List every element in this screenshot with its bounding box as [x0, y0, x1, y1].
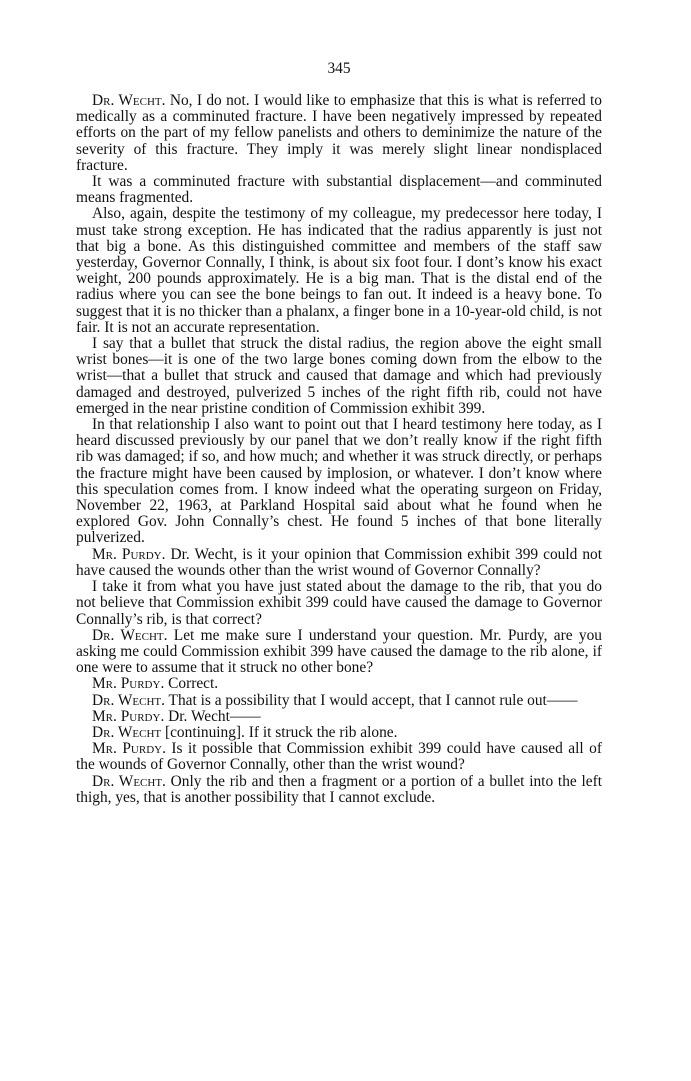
- speaker-name: Mr. Purdy.: [92, 675, 165, 693]
- paragraph: [76, 676, 602, 692]
- paragraph-text: In that relationship I also want to point out that I heard testimony here today, as I heard discussed previously by our panel that we don’t really know if the right fifth rib was damaged; if so, and how much; and whether it was struck directly, or perhaps the fracture might have been caused by implosion, or whatever. I don’t know where this speculation comes from. I know indeed what the operating surgeon on Friday, November 22, 1963, at Parkland Hospital said about what he found when he explored Gov. John Connally’s chest. He found 5 inches of that bone literally pulverized.: [76, 416, 602, 547]
- paragraph-text: That is a possibility that I would accept, that I cannot rule out——: [164, 691, 578, 709]
- paragraph-text: Let me make sure I understand your question. Mr. Purdy, are you asking me could Commission exhibit 399 have caused the damage to the rib alone, if one were to assume that it struck no other bone?: [76, 626, 603, 677]
- speaker-name: Dr. Wecht.: [92, 626, 168, 644]
- paragraph: [76, 709, 602, 725]
- speaker-name: Dr. Wecht.: [92, 691, 165, 709]
- speaker-name: Mr. Purdy.: [92, 740, 166, 758]
- document-page: [76, 60, 602, 806]
- paragraph-text: Dr. Wecht——: [164, 707, 261, 725]
- paragraph: [76, 417, 602, 547]
- paragraph-text: It was a comminuted fracture with substantial displacement—and comminuted means fragmented.: [76, 173, 602, 207]
- paragraph: [76, 741, 602, 773]
- paragraph: [76, 628, 602, 677]
- paragraph-text: Is it possible that Commission exhibit 399 could have caused all of the wounds of Governor Connally, other than the wrist wound?: [76, 740, 602, 774]
- paragraph: [76, 693, 602, 709]
- speaker-name: Dr. Wecht.: [92, 772, 166, 790]
- paragraph: [76, 336, 602, 417]
- paragraph: [76, 206, 602, 336]
- paragraph: [76, 774, 602, 806]
- speaker-name: Dr. Wecht.: [92, 92, 166, 109]
- paragraph: [76, 174, 602, 206]
- paragraph: [76, 547, 602, 579]
- paragraph: [76, 93, 602, 174]
- paragraph-text: [continuing]. If it struck the rib alone.: [161, 723, 398, 741]
- paragraph-text: No, I do not. I would like to emphasize that this is what is referred to medically as a comminuted fracture. I have been negatively impressed by repeated efforts on the part of my fellow panelists and others to deminimize the nature of the severity of this fracture. They imply it was merely slight linear nondisplaced fracture.: [76, 92, 602, 174]
- paragraph: [76, 579, 602, 628]
- paragraph-text: Dr. Wecht, is it your opinion that Commission exhibit 399 could not have caused the wounds other than the wrist wound of Governor Connally?: [76, 545, 603, 579]
- paragraph-text: I take it from what you have just stated about the damage to the rib, that you do not believe that Commission exhibit 399 could have caused the damage to Governor Connally’s rib, is that correct?: [76, 578, 602, 628]
- speaker-name: Mr. Purdy.: [92, 707, 165, 725]
- paragraph: [76, 725, 602, 741]
- paragraph-text: Only the rib and then a fragment or a portion of a bullet into the left thigh, yes, that is another possibility that I cannot exclude.: [76, 772, 602, 806]
- paragraph-text: Correct.: [164, 675, 219, 693]
- speaker-name: Dr. Wecht: [92, 723, 162, 741]
- paragraph-text: Also, again, despite the testimony of my colleague, my predecessor here today, I must take strong exception. He has indicated that the radius apparently is just not that big a bone. As this distinguished committee and members of the staff saw yesterday, Governor Connally, I think, is about six foot four. I dont’s know his exact weight, 200 pounds approximately. He is a big man. That is the distal end of the radius where you can see the bone beings to fan out. It indeed is a heavy bone. To suggest that it is no thicker than a phalanx, a finger bone in a 10-year-old child, is not fair. It is not an accurate representation.: [76, 205, 602, 336]
- speaker-name: Mr. Purdy.: [92, 545, 166, 563]
- page-number: 345: [327, 60, 351, 77]
- paragraph-text: I say that a bullet that struck the distal radius, the region above the eight small wrist bones—it is one of the two large bones coming down from the elbow to the wrist—that a bullet that struck and caused that damage and which had previously damaged and destroyed, pulverized 5 inches of the right fifth rib, could not have emerged in the near pristine condition of Commission exhibit 399.: [76, 335, 602, 417]
